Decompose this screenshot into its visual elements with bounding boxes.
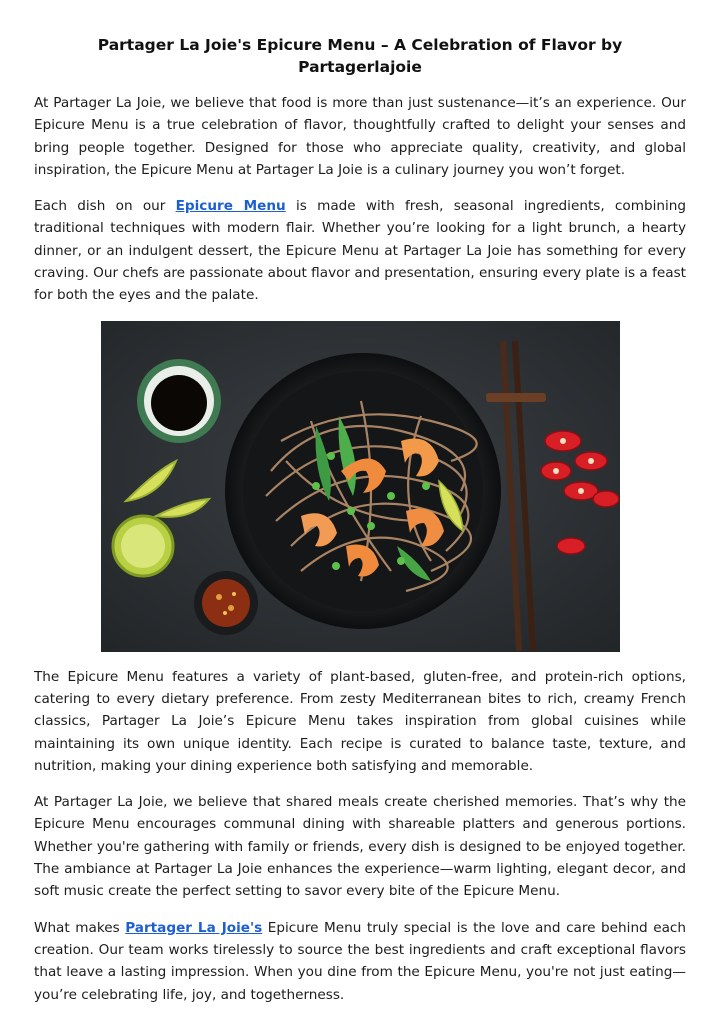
paragraph-ingredients — [34, 195, 686, 306]
epicure-menu-link[interactable]: Epicure Menu — [175, 198, 286, 215]
paragraph-text: Epicure Menu truly special is the love and care behind each creation. Our team works tirelessly to source the best ingredients and craft exceptional flavors that leave a lasting impression. When you dine from the Epicure Menu, you're not just eating—you’re celebrating life, joy, and togetherness. — [34, 919, 686, 1003]
paragraph-special — [34, 917, 686, 1006]
partager-la-joie-link[interactable]: Partager La Joie's — [125, 919, 263, 936]
paragraph-intro: At Partager La Joie, we believe that food is more than just sustenance—it’s an experience. Our Epicure Menu is a true celebration of flavor, thoughtfully crafted to delight your senses and bring people together. Designed for those who appreciate quality, creativity, and global inspiration, the Epicure Menu at Partager La Joie is a culinary journey you won’t forget. — [34, 95, 686, 178]
paragraph-text: is made with fresh, seasonal ingredients, combining traditional techniques with modern flair. Whether you’re looking for a light brunch, a hearty dinner, or an indulgent dessert, the Epicure Menu at Partager La Joie has something for every craving. Our chefs are passionate about flavor and presentation, ensuring every plate is a feast for both the eyes and the palate. — [34, 198, 687, 304]
paragraph-shared-meals: At Partager La Joie, we believe that shared meals create cherished memories. That’s why the Epicure Menu encourages communal dining with shareable platters and generous portions. Whether you're gathering with family or friends, every dish is designed to be enjoyed together. The ambiance at Partager La Joie enhances the experience—warm lighting, elegant decor, and soft music create the perfect setting to savor every bite of the Epicure Menu. — [34, 794, 686, 900]
noodle-dish-illustration — [101, 321, 620, 652]
noodle-dish-photo — [101, 321, 620, 652]
page-title: Partager La Joie's Epicure Menu – A Celebration of Flavor by Partagerlajoie — [97, 36, 623, 76]
paragraph-text: What makes — [34, 919, 126, 936]
paragraph-variety: The Epicure Menu features a variety of plant-based, gluten-free, and protein-rich options, catering to every dietary preference. From zesty Mediterranean bites to rich, creamy French classics, Partager La Joie’s Epicure Menu takes inspiration from global cuisines while maintaining its own unique identity. Each recipe is curated to balance taste, texture, and nutrition, making your dining experience both satisfying and memorable. — [34, 668, 686, 774]
paragraph-text: Each dish on our — [34, 198, 176, 215]
